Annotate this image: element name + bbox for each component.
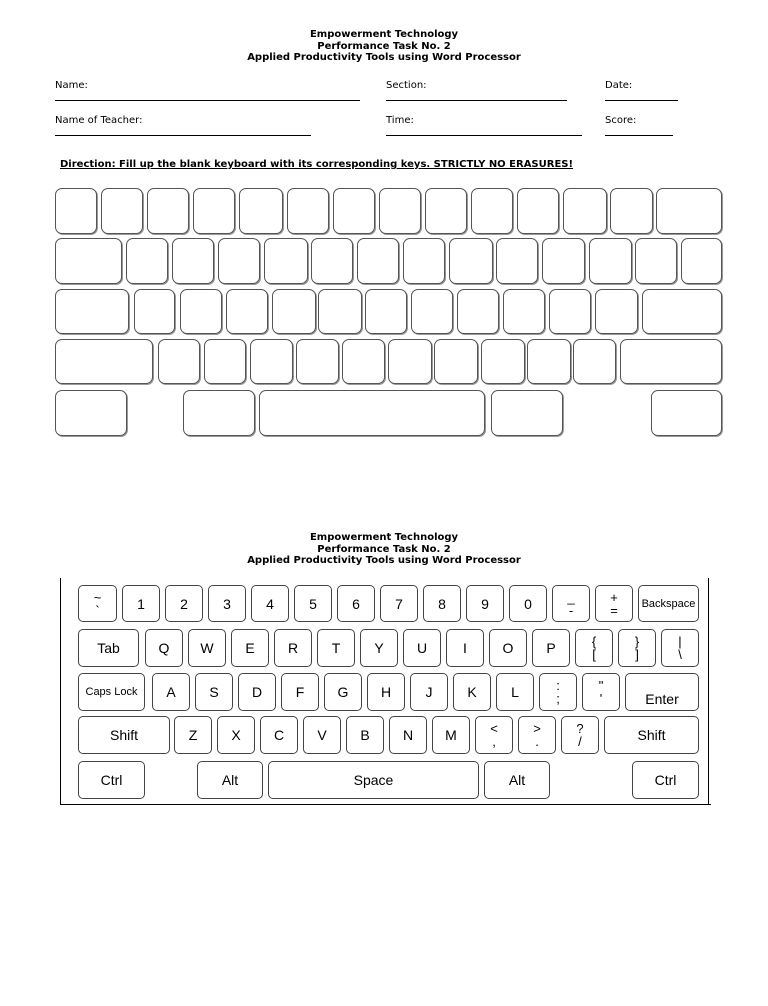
- key-top-symbol: |: [678, 634, 682, 649]
- score-label: Score:: [605, 115, 637, 126]
- name-line: [55, 100, 360, 101]
- key-symbol: [661, 629, 699, 667]
- key-symbol: [575, 629, 613, 667]
- blank-key: [379, 188, 421, 234]
- blank-key: [589, 238, 632, 284]
- key-backspace: Backspace: [638, 585, 699, 622]
- blank-key: [434, 339, 478, 384]
- key-7: 7: [380, 585, 418, 622]
- key-3: 3: [208, 585, 246, 622]
- key-b: B: [346, 716, 384, 754]
- blank-key: [471, 188, 513, 234]
- key-top-symbol: ~: [93, 589, 102, 605]
- blank-key: [264, 238, 308, 284]
- reference-keyboard-frame-right: [708, 578, 709, 804]
- blank-key: [287, 188, 329, 234]
- key-0: 0: [509, 585, 547, 622]
- date-line: [605, 100, 678, 101]
- key-top-symbol: {: [591, 634, 597, 649]
- time-line: [386, 135, 582, 136]
- blank-key: [272, 289, 316, 334]
- name-label: Name:: [55, 80, 88, 91]
- key-t: T: [317, 629, 355, 667]
- key-shift: Shift: [78, 716, 170, 754]
- blank-key: [635, 238, 677, 284]
- blank-key: [126, 238, 168, 284]
- blank-key: [656, 188, 722, 234]
- blank-key: [172, 238, 214, 284]
- key-v: V: [303, 716, 341, 754]
- blank-key: [357, 238, 399, 284]
- key-top-symbol: }: [634, 634, 640, 649]
- key-bottom-symbol: `: [95, 602, 100, 618]
- blank-key: [620, 339, 722, 384]
- blank-key: [563, 188, 607, 234]
- key-u: U: [403, 629, 441, 667]
- key-top-symbol: ": [598, 678, 604, 693]
- blank-key: [318, 289, 362, 334]
- key-alt: Alt: [484, 761, 550, 799]
- blank-key: [491, 390, 563, 436]
- key-symbol: [518, 716, 556, 754]
- time-label: Time:: [386, 115, 414, 126]
- blank-key: [517, 188, 559, 234]
- key-symbol: [561, 716, 599, 754]
- blank-key: [55, 339, 153, 384]
- score-line: [605, 135, 673, 136]
- key-bottom-symbol: =: [610, 602, 618, 618]
- key-symbol: [595, 585, 633, 622]
- blank-key: [403, 238, 445, 284]
- key-space: Space: [268, 761, 479, 799]
- key-8: 8: [423, 585, 461, 622]
- blank-key: [411, 289, 453, 334]
- key-a: A: [152, 673, 190, 711]
- key-top-symbol: _: [567, 589, 575, 605]
- blank-key: [496, 238, 538, 284]
- key-x: X: [217, 716, 255, 754]
- blank-key: [642, 289, 722, 334]
- key-ctrl: Ctrl: [78, 761, 145, 799]
- key-j: J: [410, 673, 448, 711]
- key-bottom-symbol: -: [568, 602, 574, 618]
- key-e: E: [231, 629, 269, 667]
- header-subtitle-2: Applied Productivity Tools using Word Processor: [247, 555, 521, 566]
- header-title: Empowerment Technology: [309, 29, 459, 40]
- blank-key: [527, 339, 571, 384]
- blank-key: [342, 339, 385, 384]
- blank-key: [549, 289, 591, 334]
- blank-key: [226, 289, 268, 334]
- key-2: 2: [165, 585, 203, 622]
- key-tab: Tab: [78, 629, 139, 667]
- blank-key: [55, 238, 122, 284]
- worksheet-header-2: [0, 532, 768, 567]
- blank-key: [503, 289, 545, 334]
- blank-key: [101, 188, 143, 234]
- key-w: W: [188, 629, 226, 667]
- blank-key: [218, 238, 260, 284]
- blank-key: [573, 339, 616, 384]
- key-p: P: [532, 629, 570, 667]
- key-z: Z: [174, 716, 212, 754]
- blank-key: [365, 289, 407, 334]
- key-bottom-symbol: .: [535, 734, 539, 749]
- key-n: N: [389, 716, 427, 754]
- key-top-symbol: +: [610, 589, 618, 605]
- key-symbol: [539, 673, 577, 711]
- key-o: O: [489, 629, 527, 667]
- key-r: R: [274, 629, 312, 667]
- blank-key: [55, 188, 97, 234]
- key-symbol: [475, 716, 513, 754]
- blank-key: [55, 390, 127, 436]
- key-1: 1: [122, 585, 160, 622]
- blank-key: [158, 339, 200, 384]
- key-top-symbol: <: [490, 721, 498, 736]
- blank-key: [610, 188, 653, 234]
- worksheet-header: [0, 29, 768, 64]
- blank-key: [204, 339, 246, 384]
- teacher-line: [55, 135, 311, 136]
- key-d: D: [238, 673, 276, 711]
- header-task-2: Performance Task No. 2: [317, 543, 451, 555]
- key-m: M: [432, 716, 470, 754]
- key-shift: Shift: [604, 716, 699, 754]
- blank-key: [250, 339, 293, 384]
- header-title-2: Empowerment Technology: [309, 532, 459, 543]
- key-symbol: [552, 585, 590, 622]
- key-f: F: [281, 673, 319, 711]
- section-label: Section:: [386, 80, 427, 91]
- key-symbol: [582, 673, 620, 711]
- key-q: Q: [145, 629, 183, 667]
- key-symbol: [618, 629, 656, 667]
- key-g: G: [324, 673, 362, 711]
- key-s: S: [195, 673, 233, 711]
- section-line: [386, 100, 567, 101]
- key-y: Y: [360, 629, 398, 667]
- key-bottom-symbol: ': [599, 691, 603, 706]
- key-bottom-symbol: \: [678, 647, 682, 662]
- blank-key: [425, 188, 467, 234]
- blank-key: [259, 390, 485, 436]
- blank-key: [180, 289, 222, 334]
- direction-text: Direction: Fill up the blank keyboard with its corresponding keys. STRICTLY NO ERASURES!: [60, 159, 574, 170]
- key-bottom-symbol: [: [592, 647, 596, 662]
- blank-key: [449, 238, 493, 284]
- blank-key: [147, 188, 189, 234]
- key-i: I: [446, 629, 484, 667]
- blank-key: [296, 339, 339, 384]
- key-top-symbol: ?: [576, 721, 584, 736]
- key-alt: Alt: [197, 761, 263, 799]
- key-c: C: [260, 716, 298, 754]
- key-l: L: [496, 673, 534, 711]
- blank-key: [651, 390, 722, 436]
- key-top-symbol: :: [556, 678, 560, 693]
- blank-key: [55, 289, 129, 334]
- blank-key: [542, 238, 585, 284]
- blank-key: [388, 339, 432, 384]
- date-label: Date:: [605, 80, 633, 91]
- key-bottom-symbol: ]: [635, 647, 639, 662]
- key-bottom-symbol: /: [578, 734, 582, 749]
- key-bottom-symbol: ,: [492, 734, 496, 749]
- blank-key: [239, 188, 283, 234]
- key-h: H: [367, 673, 405, 711]
- key-caps-lock: Caps Lock: [78, 673, 145, 711]
- key-symbol: [78, 585, 117, 622]
- key-4: 4: [251, 585, 289, 622]
- blank-key: [193, 188, 235, 234]
- blank-key: [183, 390, 255, 436]
- blank-key: [134, 289, 175, 334]
- key-5: 5: [294, 585, 332, 622]
- blank-key: [457, 289, 499, 334]
- key-k: K: [453, 673, 491, 711]
- blank-key: [595, 289, 638, 334]
- key-top-symbol: >: [533, 721, 541, 736]
- blank-key: [311, 238, 353, 284]
- key-bottom-symbol: ;: [556, 691, 560, 706]
- key-ctrl: Ctrl: [632, 761, 699, 799]
- blank-key: [481, 339, 525, 384]
- key-9: 9: [466, 585, 504, 622]
- key-enter: Enter: [625, 673, 699, 711]
- key-6: 6: [337, 585, 375, 622]
- blank-key: [333, 188, 375, 234]
- header-task: Performance Task No. 2: [317, 40, 451, 52]
- teacher-label: Name of Teacher:: [55, 115, 143, 126]
- blank-key: [681, 238, 722, 284]
- header-subtitle: Applied Productivity Tools using Word Processor: [247, 52, 521, 63]
